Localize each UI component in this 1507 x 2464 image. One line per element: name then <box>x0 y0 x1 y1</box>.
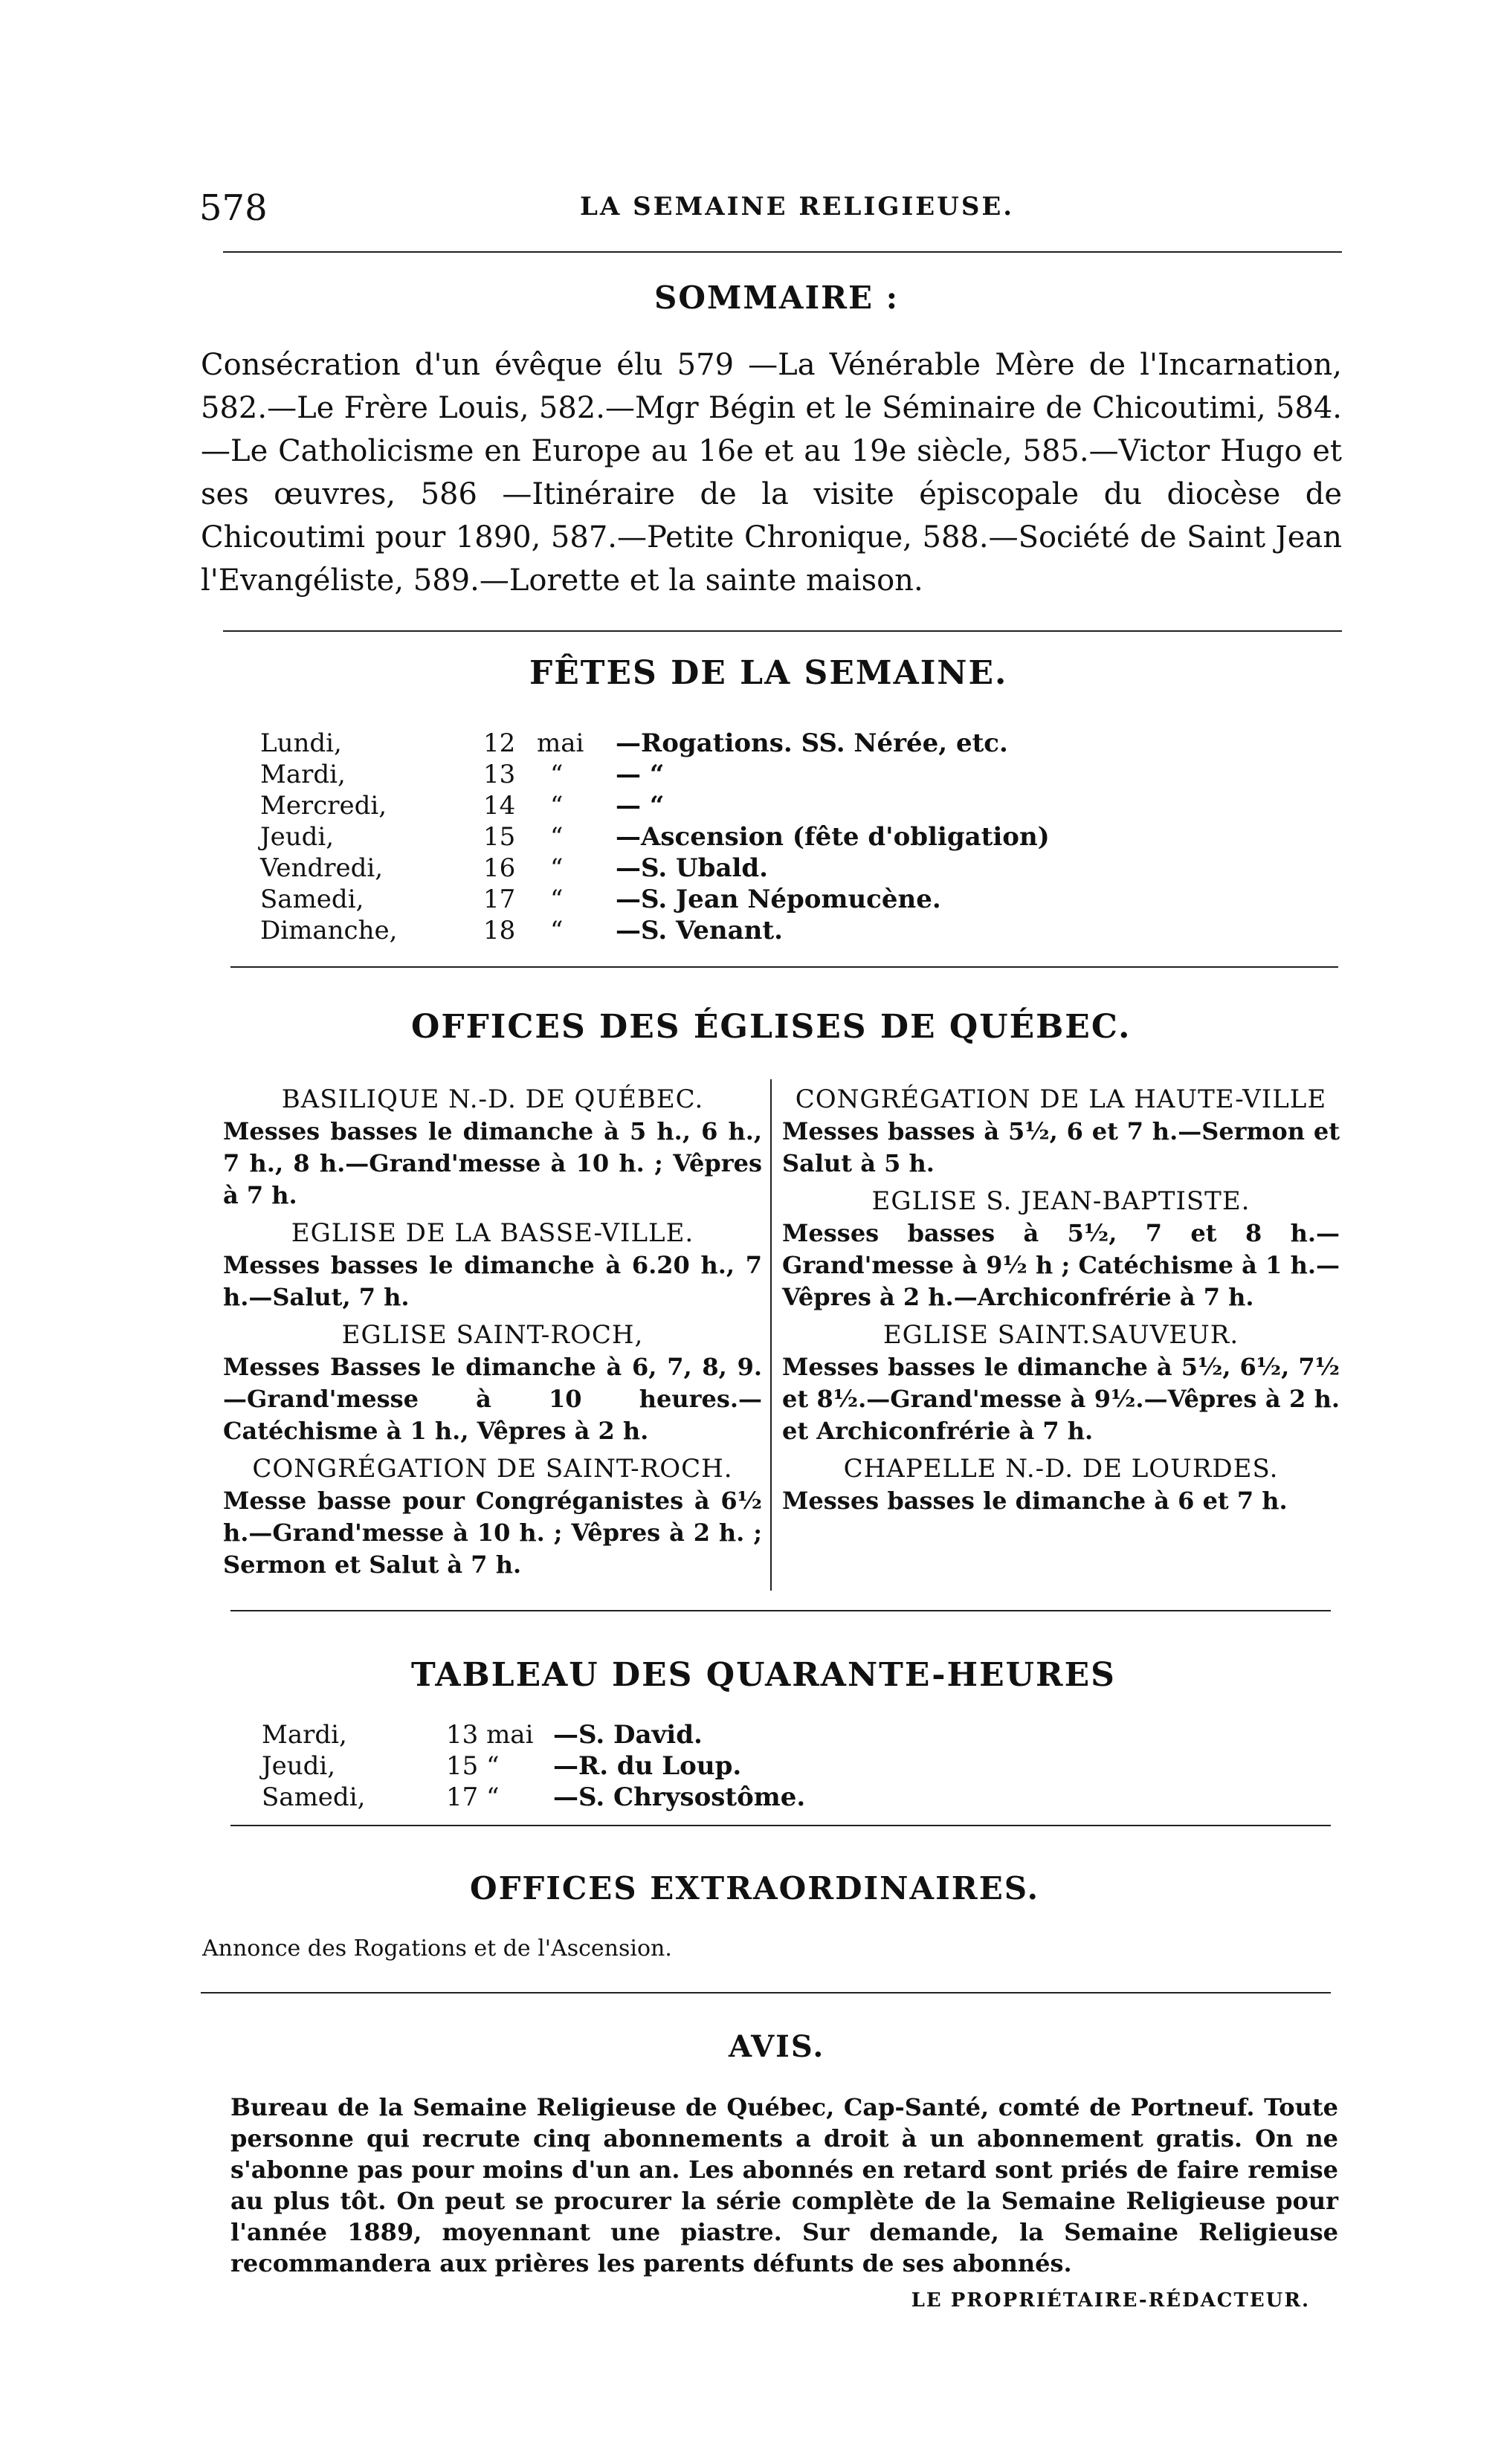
fetes-feast: —S. Ubald. <box>616 853 768 883</box>
fetes-date: 13 <box>483 760 516 789</box>
quarante-day: Jeudi, <box>262 1751 336 1781</box>
office-entry <box>223 1218 762 1313</box>
office-church-text: Messes basses le dimanche à 5½, 6½, 7½ et 8½.—Grand'messe à 9½.—Vêpres à 2 h. et Archiconfrérie à 7 h. <box>782 1353 1340 1445</box>
quarante-place: —S. David. <box>553 1720 703 1750</box>
office-church-text: Messes basses le dimanche à 5 h., 6 h., 7 h., 8 h.—Grand'messe à 10 h. ; Vêpres à 7 h. <box>223 1117 762 1209</box>
offices-rule <box>230 1610 1331 1611</box>
offices-right-column <box>782 1084 1340 1517</box>
quarante-day: Samedi, <box>262 1782 366 1812</box>
fetes-feast: —S. Jean Népomucène. <box>616 885 941 914</box>
fetes-row <box>260 852 1301 885</box>
fetes-row <box>260 758 1301 791</box>
fetes-feast: —S. Venant. <box>616 916 783 945</box>
office-entry <box>223 1319 762 1447</box>
office-church-name: EGLISE DE LA BASSE-VILLE. <box>291 1218 694 1248</box>
signature: LE PROPRIÉTAIRE-RÉDACTEUR. <box>911 2289 1310 2312</box>
fetes-date: 18 <box>483 916 516 945</box>
header-rule <box>223 251 1342 253</box>
fetes-row <box>260 883 1301 916</box>
office-church-name: EGLISE SAINT-ROCH, <box>341 1320 644 1350</box>
column-divider <box>770 1079 772 1591</box>
fetes-title: FÊTES DE LA SEMAINE. <box>529 654 1008 692</box>
quarante-title: TABLEAU DES QUARANTE-HEURES <box>411 1656 1116 1694</box>
fetes-month: “ <box>550 885 564 914</box>
office-entry <box>223 1453 762 1581</box>
fetes-date: 16 <box>483 853 516 883</box>
fetes-date: 15 <box>483 822 516 852</box>
fetes-day: Mardi, <box>260 760 346 789</box>
office-entry <box>782 1319 1340 1447</box>
fetes-date: 12 <box>483 728 516 758</box>
office-church-name: EGLISE SAINT.SAUVEUR. <box>882 1320 1239 1350</box>
office-entry <box>782 1084 1340 1180</box>
office-church-name: CHAPELLE N.-D. DE LOURDES. <box>843 1454 1279 1484</box>
fetes-month: mai <box>537 728 584 758</box>
office-church-text: Messes basses à 5½, 7 et 8 h.—Grand'messe à 9½ h ; Catéchisme à 1 h.—Vêpres à 2 h.—Archiconfrérie à 7 h. <box>782 1219 1340 1311</box>
office-church-name: CONGRÉGATION DE LA HAUTE-VILLE <box>795 1084 1327 1114</box>
quarante-date: 17 “ <box>446 1782 500 1812</box>
office-church-text: Messes basses le dimanche à 6.20 h., 7 h.—Salut, 7 h. <box>223 1251 762 1311</box>
offices-title: OFFICES DES ÉGLISES DE QUÉBEC. <box>411 1008 1132 1046</box>
quarante-date: 15 “ <box>446 1751 500 1781</box>
fetes-row <box>260 727 1301 760</box>
sommaire-title: SOMMAIRE : <box>654 279 900 316</box>
fetes-date: 17 <box>483 885 516 914</box>
quarante-date: 13 mai <box>446 1720 534 1750</box>
office-church-name: BASILIQUE N.-D. DE QUÉBEC. <box>281 1084 704 1114</box>
quarante-place: —R. du Loup. <box>553 1751 742 1781</box>
office-church-name: EGLISE S. JEAN-BAPTISTE. <box>871 1186 1251 1216</box>
running-title: LA SEMAINE RELIGIEUSE. <box>580 192 1015 221</box>
fetes-month: “ <box>550 791 564 821</box>
fetes-day: Vendredi, <box>260 853 384 883</box>
quarante-row <box>262 1781 1080 1814</box>
extra-text: Annonce des Rogations et de l'Ascension. <box>202 1936 672 1962</box>
fetes-row <box>260 914 1301 947</box>
office-entry <box>782 1186 1340 1313</box>
fetes-date: 14 <box>483 791 516 821</box>
page-number: 578 <box>199 187 268 229</box>
extra-title: OFFICES EXTRAORDINAIRES. <box>470 1870 1040 1907</box>
avis-text: Bureau de la Semaine Religieuse de Québec, Cap-Santé, comté de Portneuf. Toute personne qui recrute cinq abonnements a droit à un abonnement gratis. On ne s'abonne pas pour moins d'un an. Les abonnés en retard sont priés de faire remise au plus tôt. On peut se procurer la série complète de la Semaine Religieuse pour l'année 1889, moyennant une piastre. Sur demande, la Semaine Religieuse recommandera aux prières les parents défunts de ses abonnés. <box>230 2093 1338 2277</box>
fetes-feast: — “ <box>616 760 665 789</box>
extra-rule <box>201 1992 1331 1993</box>
fetes-rule <box>230 966 1338 968</box>
fetes-feast: — “ <box>616 791 665 821</box>
fetes-feast: —Rogations. SS. Nérée, etc. <box>616 728 1008 758</box>
office-church-text: Messes Basses le dimanche à 6, 7, 8, 9.—Grand'messe à 10 heures.—Catéchisme à 1 h., Vêpres à 2 h. <box>223 1353 762 1445</box>
office-church-text: Messes basses à 5½, 6 et 7 h.—Sermon et Salut à 5 h. <box>782 1117 1340 1177</box>
quarante-rule <box>230 1825 1331 1826</box>
quarante-row <box>262 1750 1080 1782</box>
quarante-row <box>262 1718 1080 1751</box>
offices-left-column <box>223 1084 762 1581</box>
fetes-month: “ <box>550 822 564 852</box>
fetes-row <box>260 821 1301 853</box>
fetes-month: “ <box>550 853 564 883</box>
fetes-day: Lundi, <box>260 728 342 758</box>
fetes-day: Dimanche, <box>260 916 398 945</box>
office-entry <box>223 1084 762 1212</box>
fetes-day: Mercredi, <box>260 791 387 821</box>
fetes-day: Samedi, <box>260 885 364 914</box>
fetes-month: “ <box>550 916 564 945</box>
office-entry <box>782 1453 1340 1517</box>
office-church-text: Messes basses le dimanche à 6 et 7 h. <box>782 1487 1288 1515</box>
fetes-feast: —Ascension (fête d'obligation) <box>616 822 1050 852</box>
quarante-place: —S. Chrysostôme. <box>553 1782 806 1812</box>
fetes-table <box>260 727 1301 965</box>
fetes-month: “ <box>550 760 564 789</box>
fetes-day: Jeudi, <box>260 822 335 852</box>
quarante-day: Mardi, <box>262 1720 347 1750</box>
office-church-name: CONGRÉGATION DE SAINT-ROCH. <box>252 1454 733 1484</box>
fetes-row <box>260 789 1301 822</box>
sommaire-rule <box>223 630 1342 632</box>
office-church-text: Messe basse pour Congréganistes à 6½ h.—Grand'messe à 10 h. ; Vêpres à 2 h. ; Sermon et Salut à 7 h. <box>223 1487 762 1579</box>
avis-title: AVIS. <box>729 2029 825 2064</box>
quarante-table <box>262 1718 1080 1823</box>
sommaire-text: Consécration d'un évêque élu 579 —La Vénérable Mère de l'Incarnation, 582.—Le Frère Louis, 582.—Mgr Bégin et le Séminaire de Chicoutimi, 584.—Le Catholicisme en Europe au 16e et au 19e siècle, 585.—Victor Hugo et ses œuvres, 586 —Itinéraire de la visite épiscopale du diocèse de Chicoutimi pour 1890, 587.—Petite Chronique, 588.—Société de Saint Jean l'Evangéliste, 589.—Lorette et la sainte maison. <box>201 348 1342 598</box>
